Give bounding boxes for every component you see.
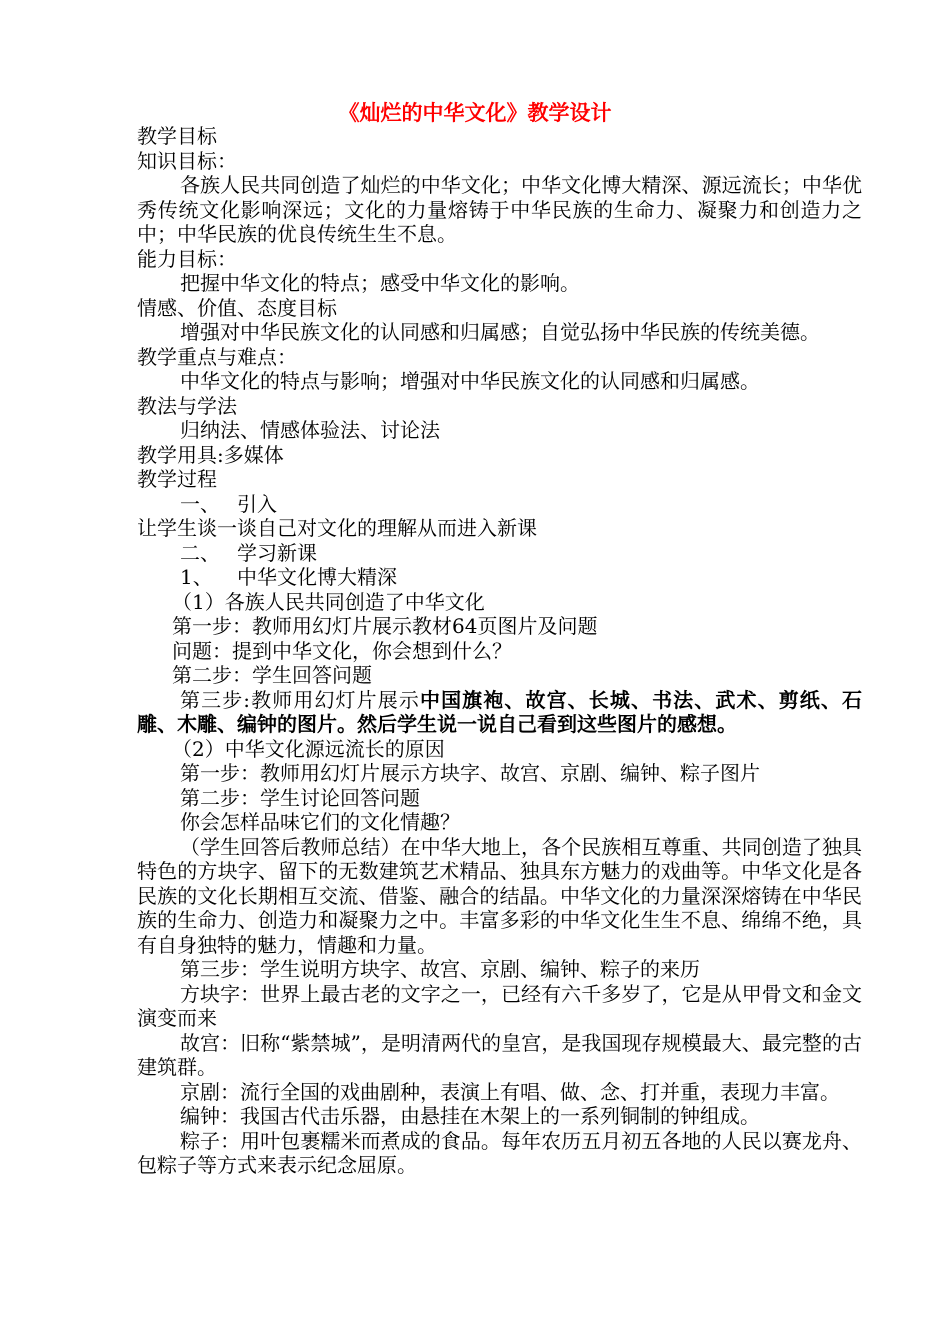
- paragraph-knowledge: 各族人民共同创造了灿烂的中华文化；中华文化博大精深、源远流长；中华优秀传统文化影响深远；文化的力量熔铸于中华民族的生命力、凝聚力和创造力之中；中华民族的优良传统生生不息。: [137, 173, 862, 246]
- heading-ability-goals: 能力目标：: [137, 246, 237, 271]
- paragraph-summary: （学生回答后教师总结）在中华大地上，各个民族相互尊重、共同创造了独具特色的方块字、留下的无数建筑艺术精品、独具东方魅力的戏曲等。中华文化是各民族的文化长期相互交流、借鉴、融合的结晶。中华文化的力量深深熔铸在中华民族的生命力、创造力和凝聚力之中。丰富多彩的中华文化生生不息、绵绵不绝，具有自身独特的魅力，情趣和力量。: [137, 834, 862, 957]
- step-number: 一、: [180, 491, 220, 516]
- document-title: 《灿烂的中华文化》教学设计: [338, 100, 612, 125]
- heading-tools: 教学用具:多媒体: [137, 442, 284, 467]
- paragraph-methods: 归纳法、情感体验法、讨论法: [180, 418, 440, 442]
- b-question: 你会怎样品味它们的文化情趣？: [180, 810, 460, 834]
- paragraph-bells: 编钟：我国古代击乐器，由悬挂在木架上的一系列铜制的钟组成。: [180, 1104, 760, 1128]
- step-number: 二、: [180, 540, 220, 565]
- step-two: 第二步：学生回答问题: [172, 663, 372, 687]
- heading-knowledge-goals: 知识目标：: [137, 148, 237, 173]
- heading-teaching-goals: 教学目标: [137, 124, 217, 148]
- paragraph-palace: 故宫：旧称“紫禁城”，是明清两代的皇宫，是我国现存规模最大、最完整的古建筑群。: [137, 1030, 862, 1079]
- heading-process: 教学过程: [137, 467, 217, 491]
- document-body: [137, 124, 862, 1178]
- step-one: 第一步：教师用幻灯片展示教材64页图片及问题: [172, 614, 598, 638]
- b-step-two: 第二步：学生讨论回答问题: [180, 785, 420, 810]
- paragraph-ability: 把握中华文化的特点；感受中华文化的影响。: [180, 271, 580, 295]
- step-label: 学习新课: [237, 540, 317, 565]
- heading-emotion-goals: 情感、价值、态度目标: [137, 295, 337, 320]
- paragraph-introduction: 让学生谈一谈自己对文化的理解从而进入新课: [137, 516, 537, 540]
- step-label: 引入: [237, 491, 277, 516]
- step-new-lesson: [137, 541, 862, 566]
- paragraph-emotion: 增强对中华民族文化的认同感和归属感；自觉弘扬中华民族的传统美德。: [180, 320, 820, 344]
- item-1-1: （1）各族人民共同创造了中华文化: [172, 589, 485, 614]
- b-step-three: 第三步：学生说明方块字、故宫、京剧、编钟、粽子的来历: [180, 957, 700, 981]
- step-three: [137, 688, 862, 737]
- paragraph-opera: 京剧：流行全国的戏曲剧种，表演上有唱、做、念、打并重，表现力丰富。: [180, 1079, 840, 1104]
- paragraph-zongzi: 粽子：用叶包裹糯米而煮成的食品。每年农历五月初五各地的人民以赛龙舟、包粽子等方式来表示纪念屈原。: [137, 1128, 862, 1177]
- heading-key-points: 教学重点与难点：: [137, 344, 297, 369]
- question-line: 问题：提到中华文化，你会想到什么？: [172, 638, 512, 663]
- paragraph-key-points: 中华文化的特点与影响；增强对中华民族文化的认同感和归属感。: [180, 369, 760, 393]
- heading-methods: 教法与学法: [137, 393, 237, 418]
- step-three-bold: 中国旗袍、故宫、长城、书法、武术、剪纸、石雕、木雕、编钟的图片。然后学生说一说自己看到这些图片的感想。: [137, 687, 862, 736]
- step-introduction: [137, 492, 862, 517]
- item-1-2: （2）中华文化源远流长的原因: [172, 736, 445, 761]
- paragraph-characters: 方块字：世界上最古老的文字之一，已经有六千多岁了，它是从甲骨文和金文演变而来: [137, 981, 862, 1030]
- b-step-one: 第一步：教师用幻灯片展示方块字、故宫、京剧、编钟、粽子图片: [180, 761, 760, 785]
- subsection-label: 中华文化博大精深: [237, 565, 397, 589]
- step-three-lead: 第三步:教师用幻灯片展示: [180, 687, 420, 712]
- subsection-number: 1、: [180, 565, 213, 589]
- subsection-1: [137, 565, 862, 590]
